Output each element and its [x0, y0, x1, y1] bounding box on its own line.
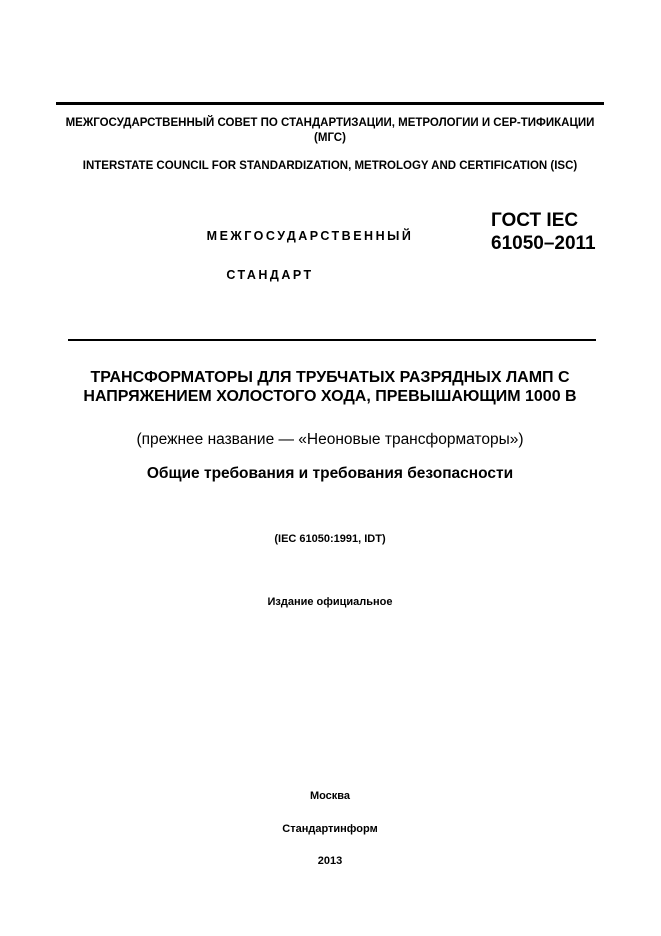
imprint-city: Москва — [309, 790, 351, 802]
imprint-publisher: Стандартинформ — [282, 823, 378, 835]
document-title: ТРАНСФОРМАТОРЫ ДЛЯ ТРУБЧАТЫХ РАЗРЯДНЫХ ЛАМП С НАПРЯЖЕНИЕМ ХОЛОСТОГО ХОДА, ПРЕВЫШАЮЩИМ 1000 В — [83, 369, 577, 405]
former-name: (прежнее название — «Неоновые трансформаторы») — [136, 431, 524, 448]
council-name-en: INTERSTATE COUNCIL FOR STANDARDIZATION, METROLOGY AND CERTIFICATION (ISC) — [82, 160, 578, 172]
standard-number: ГОСТ IEC 61050–2011 — [491, 210, 596, 254]
middle-divider — [68, 339, 596, 341]
top-divider — [56, 102, 604, 105]
council-name-ru: МЕЖГОСУДАРСТВЕННЫЙ СОВЕТ ПО СТАНДАРТИЗАЦИИ, МЕТРОЛОГИИ И СЕР-ТИФИКАЦИИ (МГС) — [65, 117, 595, 144]
imprint-year: 2013 — [317, 855, 343, 867]
document-subtitle: Общие требования и требования безопасности — [146, 465, 514, 482]
standard-type-line2: СТАНДАРТ — [226, 268, 314, 282]
iec-reference: (IEC 61050:1991, IDT) — [274, 533, 386, 545]
edition-label: Издание официальное — [267, 596, 393, 608]
standard-type-line1: МЕЖГОСУДАРСТВЕННЫЙ — [206, 229, 414, 243]
